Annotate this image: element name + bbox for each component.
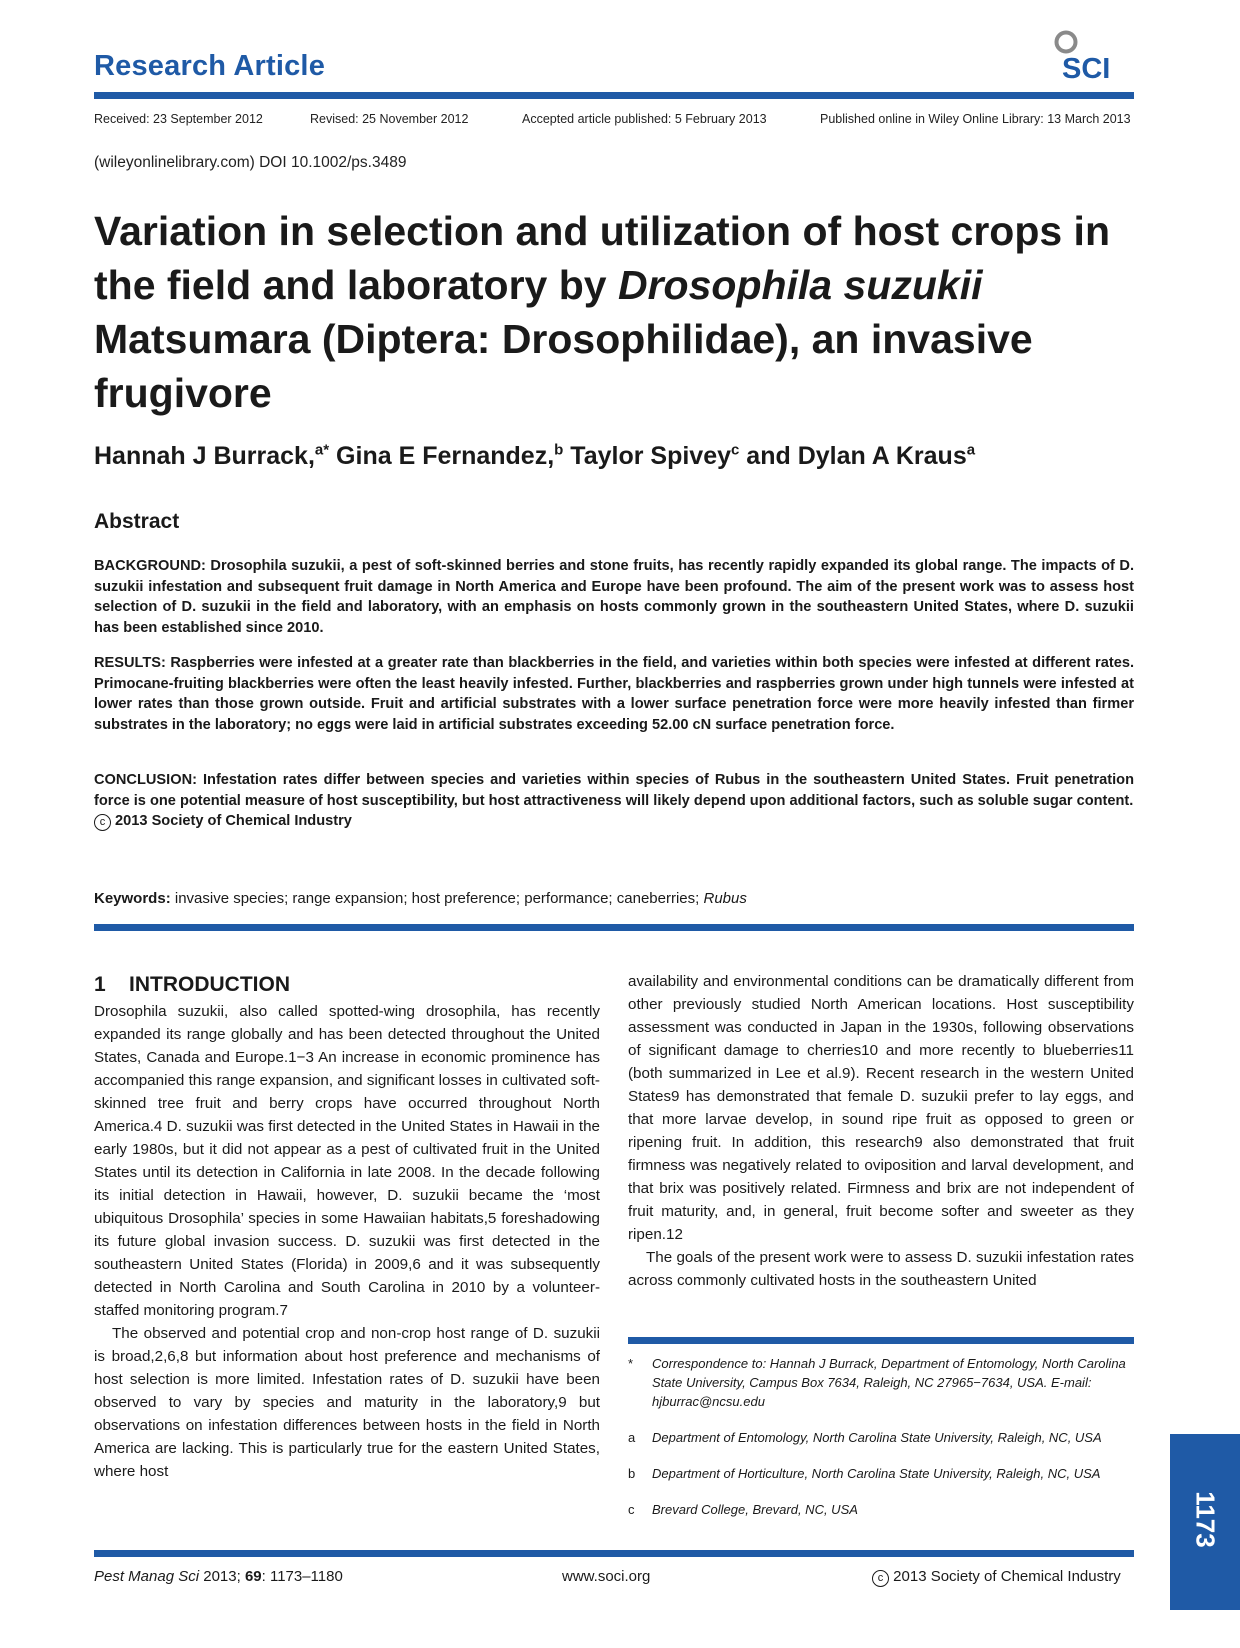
author: Hannah J Burrack,$^{a*}$ xyxy=(94,442,330,471)
intro-heading: 1 INTRODUCTION xyxy=(94,973,291,996)
sci-logo xyxy=(1052,28,1134,84)
affiliation-footnote: b Department of Horticulture, North Carolina State University, Raleigh, NC, USA xyxy=(628,1466,1101,1481)
abstract-heading: Abstract xyxy=(94,510,180,533)
affiliation-footnote: a Department of Entomology, North Carolina State University, Raleigh, NC, USA xyxy=(628,1430,1102,1445)
affiliation-footnote: c Brevard College, Brevard, NC, USA xyxy=(628,1502,858,1517)
revised-date: Revised: 25 November 2012 xyxy=(310,112,469,126)
sci-logo-icon xyxy=(1052,28,1134,84)
abstract-conclusion: CONCLUSION: Infestation rates differ between species and varieties within species of Rubus in the southeastern United States. Fruit penetration force is one potential measure of host susceptibility, but host attractiveness will likely depend upon additional factors, such as soluble sugar content. c 2013 Society of Chemical Industry xyxy=(94,772,1134,829)
page-number: 1173 xyxy=(1190,1491,1221,1548)
accepted-date: Accepted article published: 5 February 2013 xyxy=(522,112,767,126)
published-date: Published online in Wiley Online Library: 13 March 2013 xyxy=(820,112,1131,126)
copyright-symbol-icon: c xyxy=(94,814,111,831)
footer-rule xyxy=(94,1550,1134,1557)
author-list xyxy=(94,442,975,471)
intro-paragraph: availability and environmental conditions can be dramatically different from other previously studied North American locations. Host susceptibility assessment was conducted in Japan in the 1930s, following observations of significant damage to cherries10 and more recently to blueberries11 (both summarized in Lee et al.9). Recent research in the western United States9 has demonstrated that female D. suzukii prefer to lay eggs, and that more larvae develop, in sound ripe fruit as opposed to green or ripening fruit. In addition, this research9 also demonstrated that fruit firmness was negatively related to oviposition and larval development, and that brix was positively related. Firmness and brix are not independent of fruit maturity, and, in general, fruit become softer and sweeter as they ripen.12 xyxy=(628,973,1134,1243)
body-left-column xyxy=(94,972,600,1483)
header-rule xyxy=(94,92,1134,99)
keywords: Keywords: invasive species; range expansion; host preference; performance; caneberries; Rubus xyxy=(94,890,747,907)
doi: (wileyonlinelibrary.com) DOI 10.1002/ps.3489 xyxy=(94,154,407,171)
received-date: Received: 23 September 2012 xyxy=(94,112,263,126)
journal-citation: Pest Manag Sci 2013; 69: 1173–1180 xyxy=(94,1568,343,1585)
intro-paragraph: The observed and potential crop and non-crop host range of D. suzukii is broad,2,6,8 but information about host preference and mechanisms of host selection is more limited. Infestation rates of D. suzukii have been observed to vary by species and maturity in the laboratory,9 but observations on infestation differences between hosts in the field in North America are lacking. This is particularly true for the eastern United States, where host xyxy=(94,1325,600,1480)
footnote-rule xyxy=(628,1337,1134,1344)
abstract-background: BACKGROUND: Drosophila suzukii, a pest of soft-skinned berries and stone fruits, has recently rapidly expanded its global range. The impacts of D. suzukii infestation and subsequent fruit damage in North America and Europe have been profound. The aim of the present work was to assess host selection of D. suzukii in the field and laboratory, with an emphasis on hosts commonly grown in the southeastern United States, where D. suzukii has been established since 2010. xyxy=(94,558,1134,636)
page-number-tab xyxy=(1170,1434,1240,1610)
logo-text: SCI xyxy=(1062,53,1111,84)
author: Gina E Fernandez,$^b$ xyxy=(329,442,564,471)
intro-paragraph: Drosophila suzukii, also called spotted-wing drosophila, has recently expanded its range globally and has been detected throughout the United States, Canada and Europe.1−3 An increase in economic prominence has accompanied this range expansion, and significant losses in cultivated soft-skinned tree fruit and berry crops have occurred throughout North America.4 D. suzukii was first detected in the United States in Hawaii in the early 1980s, but it did not appear as a pest of cultivated fruit in the United States until its detection in California in late 2008. In the decade following its initial detection in Hawaii, however, D. suzukii became the ‘most ubiquitous Drosophila’ species in some Hawaiian habitats,5 foreshadowing its future global invasion success. D. suzukii was first detected in the southeastern United States (Florida) in 2009,6 and it was subsequently detected in North Carolina and South Carolina in 2010 by a volunteer-staffed monitoring program.7 xyxy=(94,1003,600,1319)
article-title: Variation in selection and utilization of host crops in the field and laboratory by Drosophila suzukii Matsumara (Diptera: Drosophilidae), an invasive frugivore xyxy=(94,208,1110,416)
copyright-symbol-icon: c xyxy=(872,1570,889,1587)
abstract-results: RESULTS: Raspberries were infested at a greater rate than blackberries in the field, and varieties within both species were infested at different rates. Primocane-fruiting blackberries were often the least heavily infested. Further, blackberries and raspberries grown under high tunnels were infested at lower rates than those grown outside. Fruit and artificial substrates with a lower surface penetration force were more heavily infested than firmer substrates in the laboratory; no eggs were laid in artificial substrates exceeding 52.00 cN surface penetration force. xyxy=(94,655,1134,733)
footnotes xyxy=(628,1354,1134,1536)
body-right-column xyxy=(628,970,1134,1292)
author: Taylor Spivey$^c$ xyxy=(563,442,740,471)
correspondence-footnote: * Correspondence to: Hannah J Burrack, Department of Entomology, North Carolina State University, Campus Box 7634, Raleigh, NC 27965−7634, USA. E-mail: hjburrac@ncsu.edu xyxy=(628,1356,1126,1409)
section-label: Research Article xyxy=(94,50,326,82)
abstract-copyright: 2013 Society of Chemical Industry xyxy=(111,813,352,829)
author: and Dylan A Kraus$^a$ xyxy=(739,442,976,471)
journal-website-link[interactable]: www.soci.org xyxy=(562,1568,651,1585)
footer-copyright: c 2013 Society of Chemical Industry xyxy=(872,1568,1121,1587)
abstract-rule xyxy=(94,924,1134,931)
intro-paragraph: The goals of the present work were to assess D. suzukii infestation rates across commonly cultivated hosts in the southeastern United xyxy=(628,1249,1134,1289)
